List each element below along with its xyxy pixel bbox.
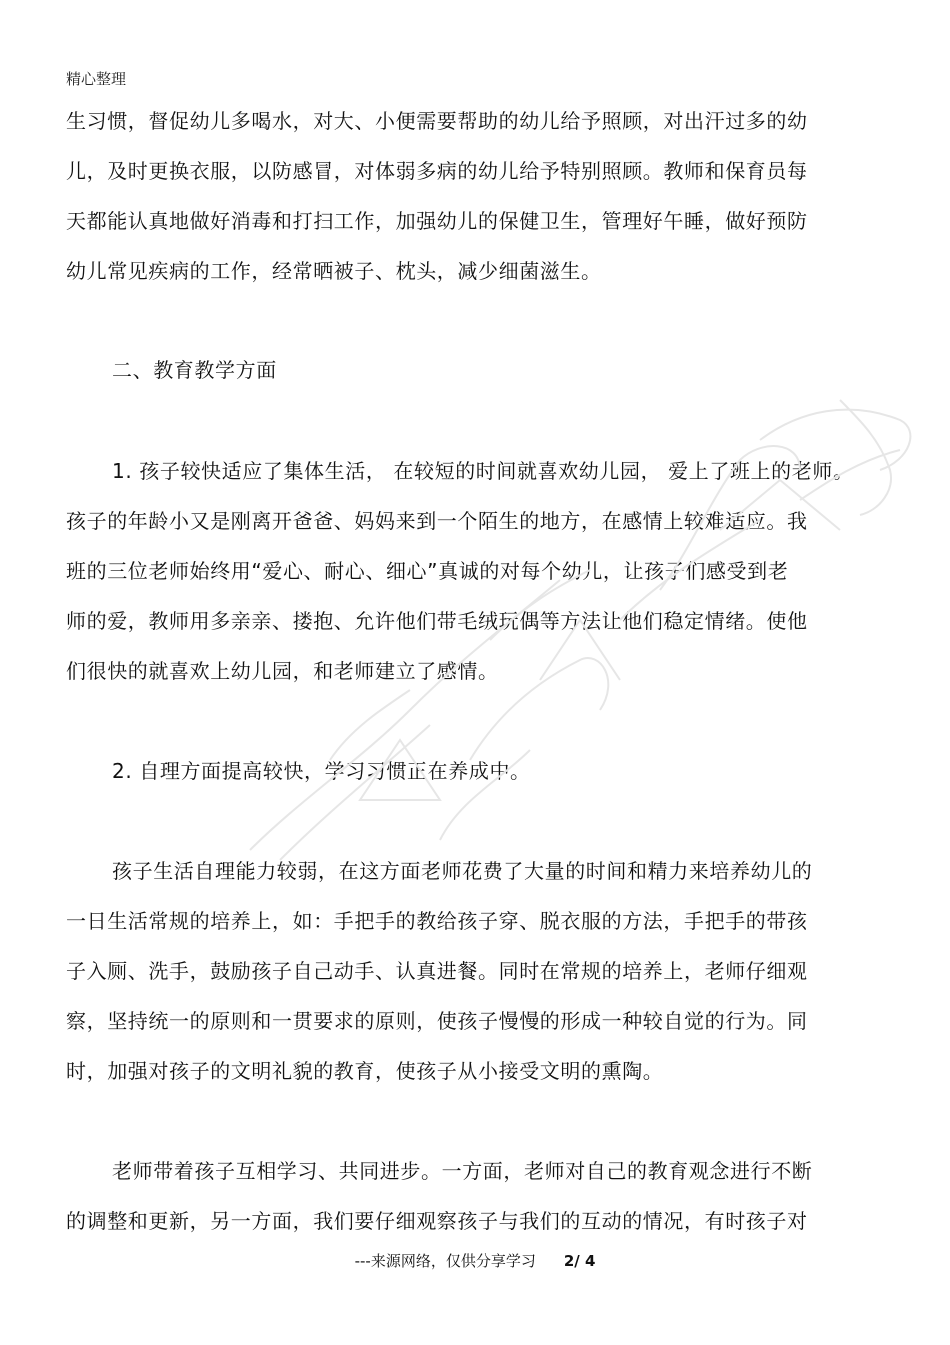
body-line: 生习惯，督促幼儿多喝水，对大、小便需要帮助的幼儿给予照顾，对出汗过多的幼 (66, 109, 808, 133)
body-line: 一日生活常规的培养上，如：手把手的教给孩子穿、脱衣服的方法，手把手的带孩 (66, 909, 808, 933)
body-line: 察，坚持统一的原则和一贯要求的原则，使孩子慢慢的形成一种较自觉的行为。同 (66, 1009, 808, 1033)
body-line: 2. 自理方面提高较快，学习习惯正在养成中。 (112, 759, 531, 783)
body-line: 幼儿常见疾病的工作，经常晒被子、枕头，减少细菌滋生。 (66, 259, 602, 283)
body-line: 班的三位老师始终用“爱心、耐心、细心”真诚的对每个幼儿，让孩子们感受到老 (66, 559, 789, 583)
body-line: 们很快的就喜欢上幼儿园，和老师建立了感情。 (66, 659, 499, 683)
body-line: 1. 孩子较快适应了集体生活， 在较短的时间就喜欢幼儿园， 爱上了班上的老师。 (112, 459, 854, 483)
body-line: 孩子的年龄小又是刚离开爸爸、妈妈来到一个陌生的地方，在感情上较难适应。我 (66, 509, 808, 533)
page-header: 精心整理 (66, 70, 127, 88)
body-line: 天都能认真地做好消毒和打扫工作，加强幼儿的保健卫生，管理好午睡，做好预防 (66, 209, 808, 233)
section-heading: 二、教育教学方面 (112, 358, 277, 382)
body-line: 师的爱，教师用多亲亲、搂抱、允许他们带毛绒玩偶等方法让他们稳定情绪。使他 (66, 609, 808, 633)
body-line: 儿，及时更换衣服，以防感冒，对体弱多病的幼儿给予特别照顾。教师和保育员每 (66, 159, 808, 183)
body-line: 老师带着孩子互相学习、共同进步。一方面，老师对自己的教育观念进行不断 (112, 1159, 813, 1183)
body-line: 孩子生活自理能力较弱，在这方面老师花费了大量的时间和精力来培养幼儿的 (112, 859, 813, 883)
body-line: 时，加强对孩子的文明礼貌的教育，使孩子从小接受文明的熏陶。 (66, 1059, 664, 1083)
page-footer (0, 1250, 950, 1271)
body-line: 子入厕、洗手，鼓励孩子自己动手、认真进餐。同时在常规的培养上，老师仔细观 (66, 959, 808, 983)
footer-source-text: ---来源网络，仅供分享学习 (354, 1252, 536, 1270)
page-number: 2/ 4 (563, 1252, 596, 1270)
body-line: 的调整和更新，另一方面，我们要仔细观察孩子与我们的互动的情况，有时孩子对 (66, 1209, 808, 1233)
